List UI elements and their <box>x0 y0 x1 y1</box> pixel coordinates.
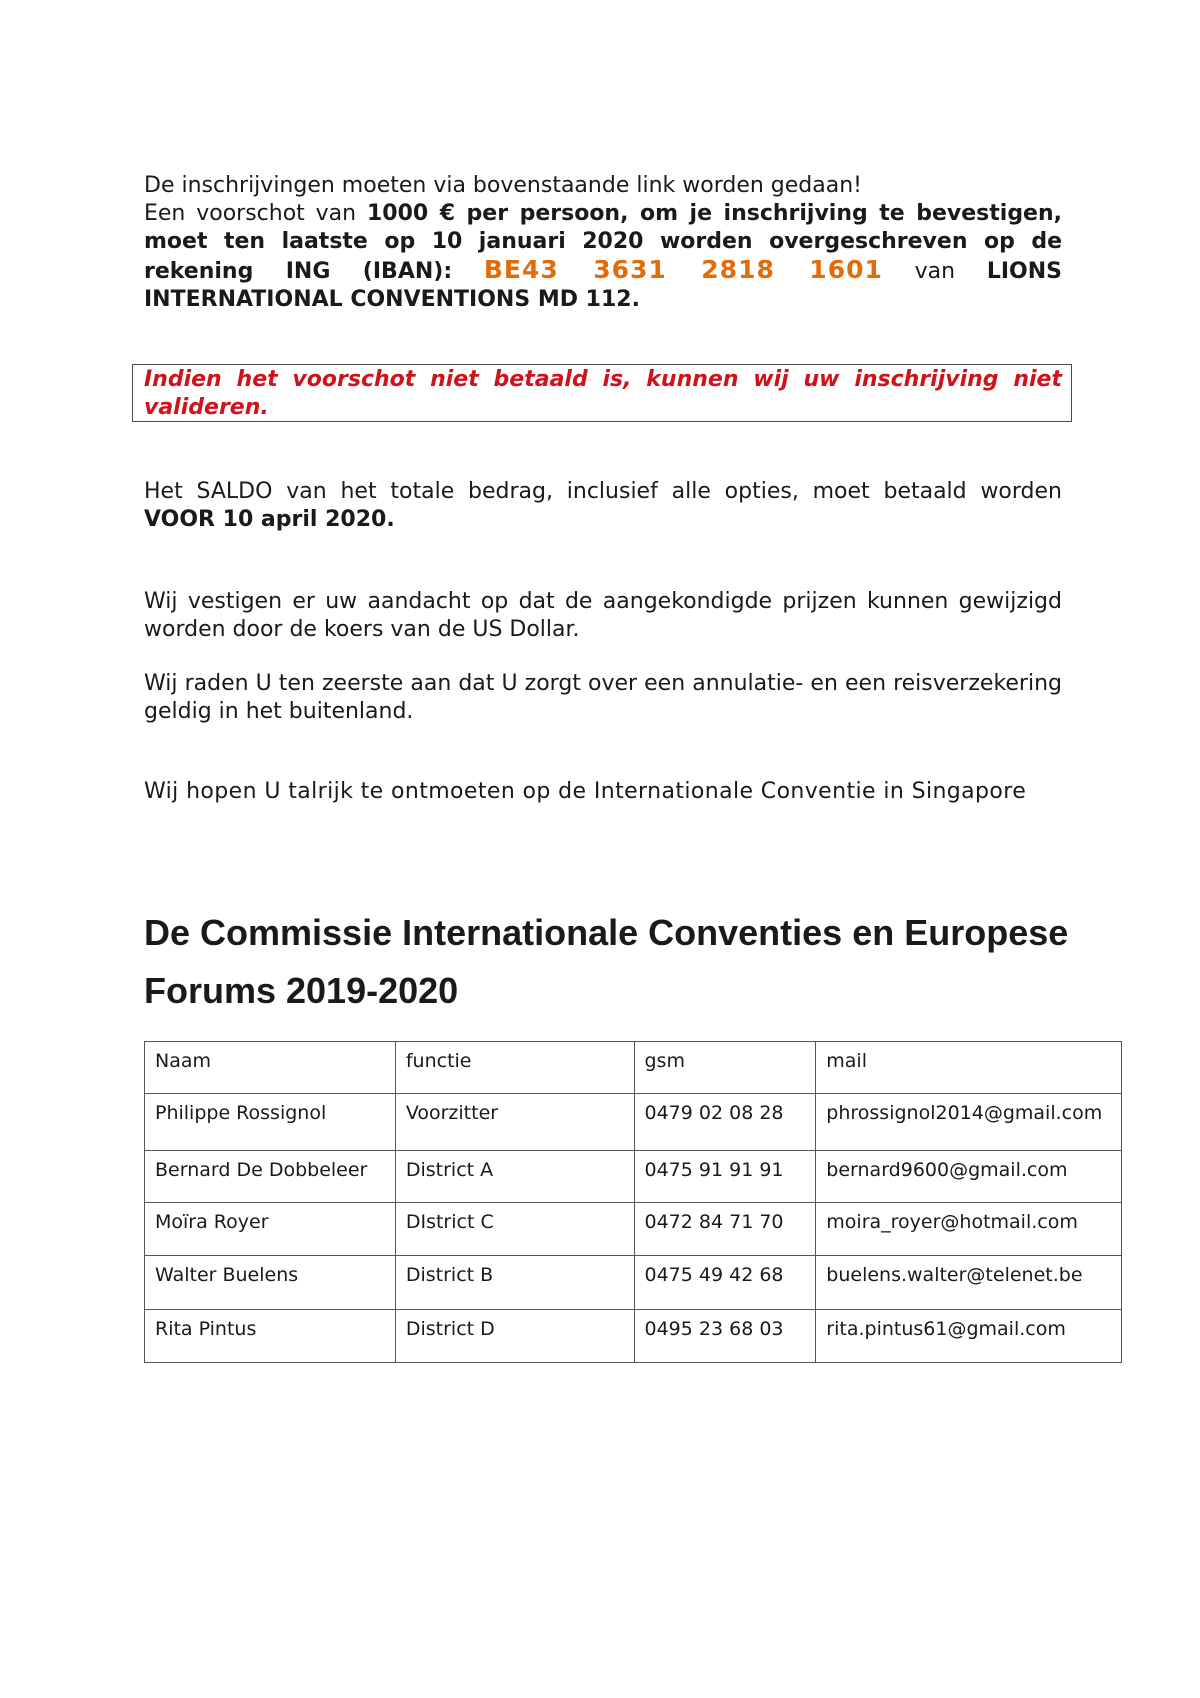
account-label: rekening ING (IBAN): <box>144 259 453 284</box>
header-naam: Naam <box>145 1042 396 1094</box>
cell-mail: buelens.walter@telenet.be <box>816 1256 1122 1310</box>
cell-mail: rita.pintus61@gmail.com <box>816 1310 1122 1363</box>
saldo-deadline: VOOR 10 april 2020. <box>144 507 395 532</box>
cell-functie: District B <box>395 1256 634 1310</box>
cell-naam: Walter Buelens <box>145 1256 396 1310</box>
table-row <box>145 1094 1122 1151</box>
cell-gsm: 0479 02 08 28 <box>634 1094 816 1151</box>
cell-gsm: 0495 23 68 03 <box>634 1310 816 1363</box>
intro-line-2 <box>144 200 1062 228</box>
table-row <box>145 1256 1122 1310</box>
header-mail: mail <box>816 1042 1122 1094</box>
cell-mail: phrossignol2014@gmail.com <box>816 1094 1122 1151</box>
currency-notice: Wij vestigen er uw aandacht op dat de aangekondigde prijzen kunnen gewijzigd worden door de koers van de US Dollar. <box>144 589 1062 642</box>
table-header-row <box>145 1042 1122 1094</box>
lions-word: LIONS <box>986 259 1063 284</box>
cell-functie: Voorzitter <box>395 1094 634 1151</box>
iban-number: BE43 3631 2818 1601 <box>483 255 883 284</box>
cell-functie: District D <box>395 1310 634 1363</box>
cell-naam: Philippe Rossignol <box>145 1094 396 1151</box>
saldo-paragraph <box>144 478 1062 534</box>
cell-naam: Rita Pintus <box>145 1310 396 1363</box>
committee-heading: De Commissie Internationale Conventies en Europese Forums 2019-2020 <box>144 912 1069 1011</box>
header-functie: functie <box>395 1042 634 1094</box>
payment-instructions <box>144 172 1062 314</box>
cell-functie: District A <box>395 1151 634 1203</box>
cell-naam: Bernard De Dobbeleer <box>145 1151 396 1203</box>
cell-mail: moira_royer@hotmail.com <box>816 1203 1122 1256</box>
closing-line: Wij hopen U talrijk te ontmoeten op de Internationale Conventie in Singapore <box>144 779 1027 804</box>
table-row <box>145 1203 1122 1256</box>
cell-gsm: 0475 49 42 68 <box>634 1256 816 1310</box>
cell-mail: bernard9600@gmail.com <box>816 1151 1122 1203</box>
van-word: van <box>914 259 956 284</box>
intro-line-2-bold: 1000 € per persoon, om je inschrijving te bevestigen, <box>366 201 1063 226</box>
warning-text: Indien het voorschot niet betaald is, kunnen wij uw inschrijving niet valideren. <box>144 367 1062 420</box>
cell-gsm: 0475 91 91 91 <box>634 1151 816 1203</box>
cell-naam: Moïra Royer <box>145 1203 396 1256</box>
intro-line-1: De inschrijvingen moeten via bovenstaande link worden gedaan! <box>144 173 862 198</box>
table-row <box>145 1310 1122 1363</box>
table-row <box>145 1151 1122 1203</box>
intro-line-4 <box>144 256 1062 286</box>
cell-functie: DIstrict C <box>395 1203 634 1256</box>
insurance-advice: Wij raden U ten zeerste aan dat U zorgt over een annulatie- en een reisverzekering geldig in het buitenland. <box>144 671 1062 724</box>
cell-gsm: 0472 84 71 70 <box>634 1203 816 1256</box>
intro-line-3: moet ten laatste op 10 januari 2020 worden overgeschreven op de <box>144 229 1062 254</box>
intro-line-2-normal: Een voorschot van <box>144 201 367 226</box>
header-gsm: gsm <box>634 1042 816 1094</box>
committee-table <box>144 1041 1122 1363</box>
saldo-text: Het SALDO van het totale bedrag, inclusief alle opties, moet betaald worden <box>144 479 1062 504</box>
account-holder: INTERNATIONAL CONVENTIONS MD 112. <box>144 287 640 312</box>
